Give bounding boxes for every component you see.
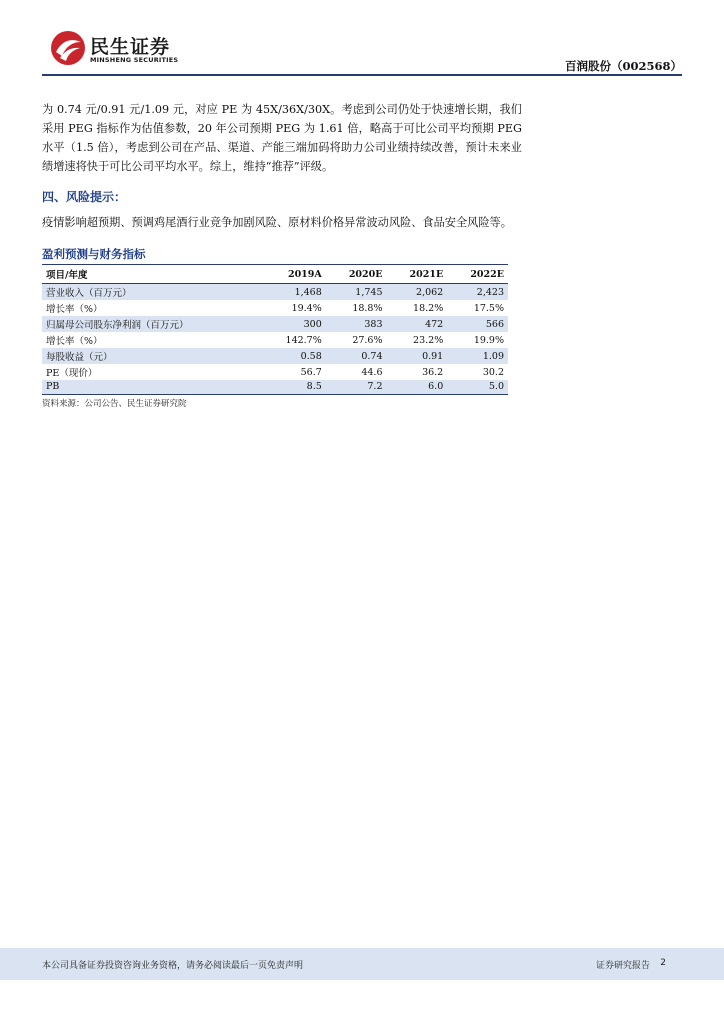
table-cell: 增长率（%） [46, 304, 103, 315]
table-cell: 383 [326, 316, 387, 332]
table-cell: 19.4% [291, 302, 322, 314]
table-cell: 17.5% [473, 302, 504, 314]
table-cell: 0.91 [387, 348, 448, 364]
table-cell: 56.7 [300, 366, 322, 378]
report-body [42, 100, 522, 409]
risk-paragraph: 疫情影响超预期、预调鸡尾酒行业竞争加剧风险、原材料价格异常波动风险、食品安全风险等。 [42, 216, 512, 229]
table-source-note: 资料来源：公司公告、民生证券研究院 [42, 398, 187, 409]
minsheng-logo-icon [50, 30, 86, 66]
table-cell: 0.58 [261, 348, 325, 364]
table-cell: 18.2% [413, 302, 444, 314]
table-cell: PB [42, 380, 261, 394]
table-cell: 6.0 [387, 380, 448, 394]
table-cell: 472 [387, 316, 448, 332]
table-row [42, 380, 508, 394]
table-cell: 19.9% [473, 334, 504, 346]
minsheng-logo [50, 30, 190, 70]
table-cell: 2,423 [447, 284, 508, 301]
table-cell: 44.6 [361, 366, 383, 378]
footer-disclaimer: 本公司具备证券投资咨询业务资格，请务必阅读最后一页免责声明 [42, 961, 304, 971]
logo-english-text: MINSHENG SECURITIES [90, 56, 179, 64]
table-cell: 5.0 [447, 380, 508, 394]
table-row [42, 348, 508, 364]
forecast-table-title: 盈利预测与财务指标 [42, 247, 146, 261]
table-cell: 30.2 [482, 366, 504, 378]
table-cell: 300 [261, 316, 325, 332]
table-header-cell: 2022E [447, 265, 508, 284]
page-header [0, 0, 724, 78]
table-row [42, 332, 508, 348]
table-cell: 8.5 [261, 380, 325, 394]
table-row [42, 300, 508, 316]
table-cell: 0.74 [326, 348, 387, 364]
table-header-cell: 2020E [326, 265, 387, 284]
table-cell: 1,745 [326, 284, 387, 301]
table-header-cell: 2021E [387, 265, 448, 284]
table-cell: 1.09 [447, 348, 508, 364]
table-cell: 18.8% [352, 302, 383, 314]
stock-name: 百润股份（002568） [564, 59, 682, 73]
table-cell: 566 [447, 316, 508, 332]
table-cell: 27.6% [352, 334, 383, 346]
table-header-row [42, 265, 508, 284]
valuation-paragraph: 为 0.74 元/0.91 元/1.09 元，对应 PE 为 45X/36X/30X。考虑到公司仍处于快速增长期，我们采用 PEG 指标作为估值参数，20 年公司预期 PEG 为 1.61 倍，略高于可比公司平均预期 PEG 水平（1.5 倍），考虑到公司在产品、渠道、产能三端加码将助力公司业绩持续改善，预计未来业绩增速将快于可比公司平均水平。综上，维持“推荐”评级。 [42, 103, 522, 173]
table-cell: 营业收入（百万元） [42, 284, 261, 301]
table-row [42, 364, 508, 380]
table-cell: 每股收益（元） [42, 348, 261, 364]
table-header-cell: 2019A [261, 265, 325, 284]
header-divider [42, 74, 682, 76]
table-row [42, 284, 508, 301]
logo-chinese-text: 民生证券 [90, 36, 171, 58]
page-footer [0, 948, 724, 980]
table-cell: 增长率（%） [46, 336, 103, 347]
table-cell: 1,468 [261, 284, 325, 301]
footer-report-type: 证券研究报告 [595, 961, 650, 971]
table-cell: 7.2 [326, 380, 387, 394]
table-cell: 归属母公司股东净利润（百万元） [42, 316, 261, 332]
table-cell: 2,062 [387, 284, 448, 301]
table-row [42, 316, 508, 332]
table-cell: 23.2% [413, 334, 444, 346]
table-header-cell: 项目/年度 [42, 265, 261, 284]
table-cell: 36.2 [422, 366, 444, 378]
table-cell: PE（现价） [46, 368, 98, 379]
table-cell: 142.7% [285, 334, 322, 346]
page-number: 2 [660, 958, 666, 968]
risk-section-title: 四、风险提示： [42, 190, 127, 204]
forecast-table [42, 264, 508, 395]
